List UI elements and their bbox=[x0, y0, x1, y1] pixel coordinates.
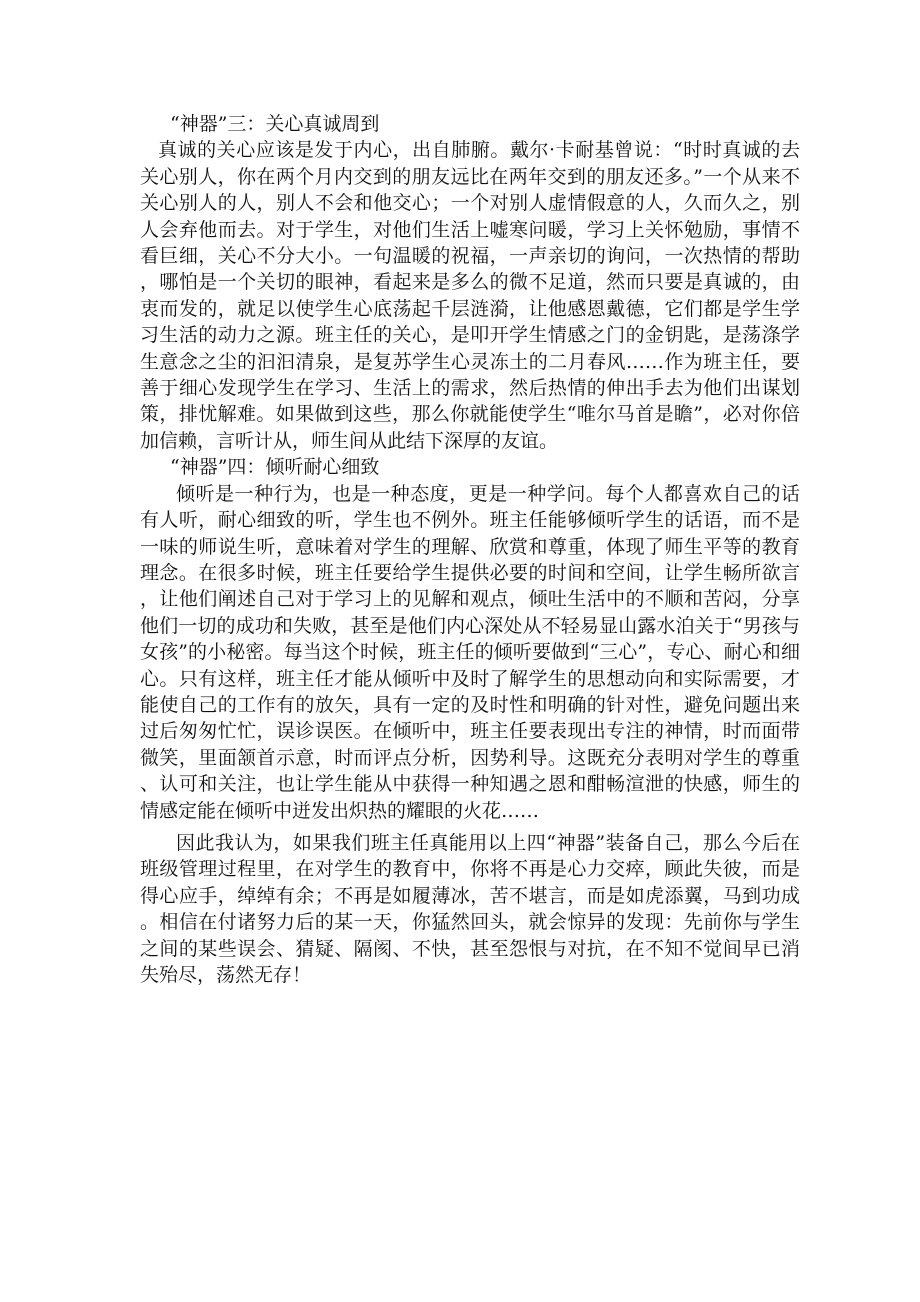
section-paragraph-3: 真诚的关心应该是发于内心，出自肺腑。戴尔·卡耐基曾说：“时时真诚的去关心别人，你在两个月内交到的朋友远比在两年交到的朋友还多。”一个从来不关心别人的人，别人不会和他交心；一个对别人虚情假意的人，久而久之，别人会弃他而去。对于学生，对他们生活上嘘寒问暖，学习上关怀勉励，事情不看巨细，关心不分大小。一句温暖的祝福，一声亲切的询问，一次热情的帮助，哪怕是一个关切的眼神，看起来是多么的微不足道，然而只要是真诚的，由衷而发的，就足以使学生心底荡起千层涟漪，让他感恩戴德，它们都是学生学习生活的动力之源。班主任的关心，是叩开学生情感之门的金钥匙，是荡涤学生意念之尘的汩汩清泉，是复苏学生心灵冻土的二月春风……作为班主任，要善于细心发现学生在学习、生活上的需求，然后热情的伸出手去为他们出谋划策，排忧解难。如果做到这些，那么你就能使学生“唯尔马首是瞻”，必对你倍加信赖，言听计从，师生间从此结下深厚的友谊。 bbox=[140, 139, 800, 452]
conclusion-paragraph: 因此我认为，如果我们班主任真能用以上四“神器”装备自己，那么今后在班级管理过程里，在对学生的教育中，你将不再是心力交瘁，顾此失彼，而是得心应手，绰绰有余；不再是如履薄冰，苦不堪言，而是如虎添翼，马到功成。相信在付诸努力后的某一天，你猛然回头，就会惊异的发现：先前你与学生之间的某些误会、猜疑、隔阂、不快，甚至怨恨与对抗，在不知不觉间早已消失殆尽，荡然无存！ bbox=[140, 831, 800, 986]
document-body bbox=[140, 111, 800, 988]
section-heading-3: “神器”三：关心真诚周到 bbox=[170, 113, 380, 135]
section-heading-4: “神器”四：倾听耐心细致 bbox=[170, 456, 380, 479]
section-paragraph-4: 倾听是一种行为，也是一种态度，更是一种学问。每个人都喜欢自己的话有人听，耐心细致的听，学生也不例外。班主任能够倾听学生的话语，而不是一味的师说生听，意味着对学生的理解、欣赏和尊重，体现了师生平等的教育理念。在很多时候，班主任要给学生提供必要的时间和空间，让学生畅所欲言，让他们阐述自己对于学习上的见解和观点，倾吐生活中的不顺和苦闷，分享他们一切的成功和失败，甚至是他们内心深处从不轻易显山露水泊关于“男孩与女孩”的小秘密。每当这个时候，班主任的倾听要做到“三心”，专心、耐心和细心。只有这样，班主任才能从倾听中及时了解学生的思想动向和实际需要，才能使自己的工作有的放矢，具有一定的及时性和明确的针对性，避免问题出来过后匆匆忙忙，误诊误医。在倾听中，班主任要表现出专注的神情，时而面带微笑，里面颔首示意，时而评点分析，因势利导。这既充分表明对学生的尊重、认可和关注，也让学生能从中获得一种知遇之恩和酣畅渲泄的快感，师生的情感定能在倾听中迸发出炽热的耀眼的火花…… bbox=[140, 482, 800, 822]
